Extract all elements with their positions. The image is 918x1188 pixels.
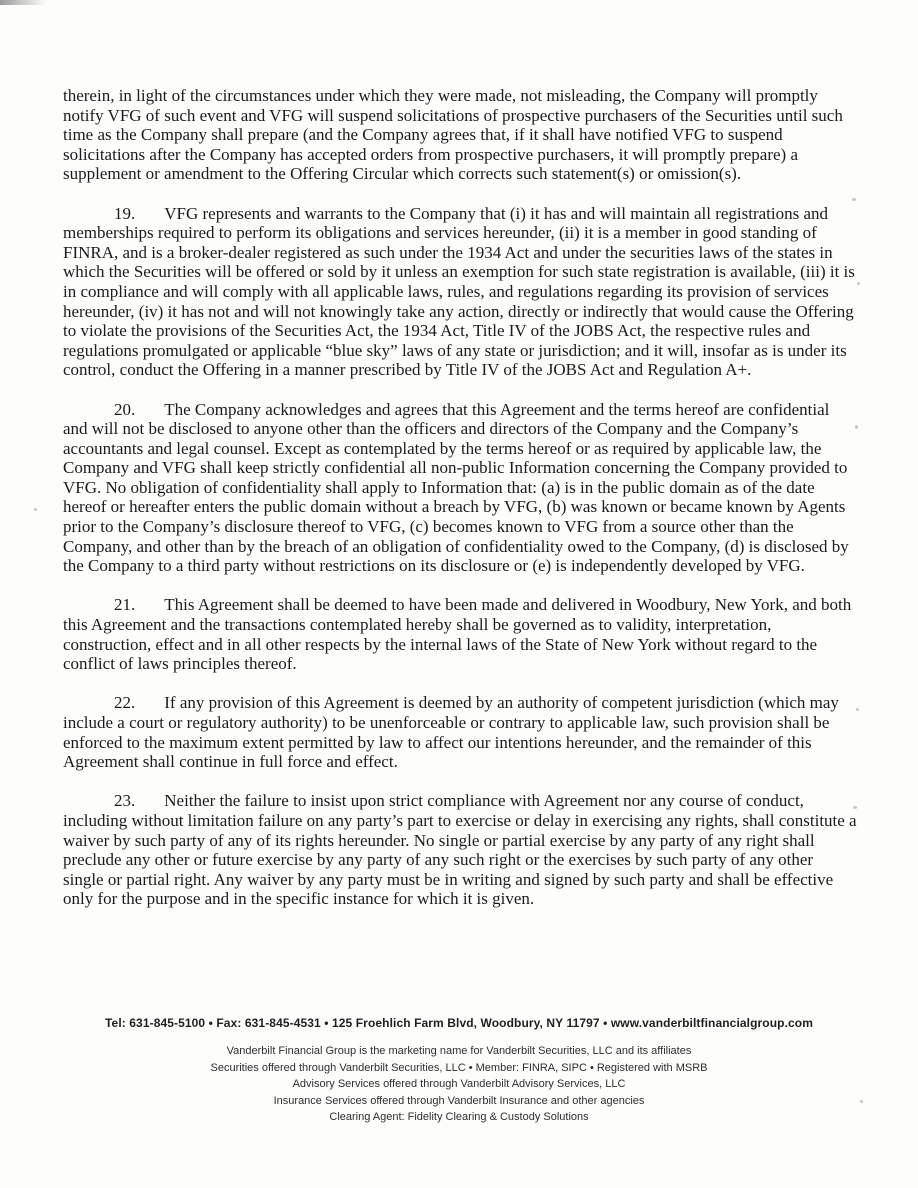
- scan-speckle: [856, 708, 859, 711]
- footer-disclaimer-line: Advisory Services offered through Vanderbilt Advisory Services, LLC: [292, 1078, 626, 1090]
- scan-speckle: [857, 282, 860, 285]
- paragraph-21-text: This Agreement shall be deemed to have been made and delivered in Woodbury, New York, and both this Agreement and the transactions contemplated hereby shall be governed as to validity, interpretation, construction, effect and in all other respects by the internal laws of the State of New York without regard to the conflict of laws principles thereof.: [63, 595, 852, 674]
- scan-speckle: [855, 425, 858, 429]
- paragraph-23-text: Neither the failure to insist upon strict compliance with Agreement nor any course of conduct, including without limitation failure on any party’s part to exercise or delay in exercising any rights, shall constitute a waiver by such party of any of its rights hereunder. No single or partial exercise by any party of any right shall preclude any other or future exercise by any party of any such right or the exercises by such party of any other single or partial right. Any waiver by any party must be in writing and signed by such party and shall be effective only for the purpose and in the specific instance for which it is given.: [63, 791, 857, 909]
- scan-speckle: [860, 1100, 863, 1103]
- paragraph-19: [63, 204, 857, 380]
- footer-contact-line: Tel: 631-845-5100 • Fax: 631-845-4531 • 125 Froehlich Farm Blvd, Woodbury, NY 11797 • www.vanderbiltfinancialgroup.com: [105, 1016, 813, 1030]
- paragraph-continuation: therein, in light of the circumstances under which they were made, not misleading, the Company will promptly notify VFG of such event and VFG will suspend solicitations of prospective purchasers of the Securities until such time as the Company shall prepare (and the Company agrees that, if it shall have notified VFG to suspend solicitations after the Company has accepted orders from prospective purchasers, it will promptly prepare) a supplement or amendment to the Offering Circular which corrects such statement(s) or omission(s).: [63, 86, 843, 184]
- footer-disclaimer-line: Vanderbilt Financial Group is the marketing name for Vanderbilt Securities, LLC and its affiliates: [226, 1045, 692, 1057]
- page-footer: [0, 1016, 918, 1126]
- footer-disclaimers: [0, 1043, 918, 1126]
- agreement-body: [63, 86, 857, 909]
- paragraph-22: [63, 693, 857, 771]
- paragraph-20-text: The Company acknowledges and agrees that this Agreement and the terms hereof are confidential and will not be disclosed to anyone other than the officers and directors of the Company and the Company’s accountants and legal counsel. Except as contemplated by the terms hereof or as required by applicable law, the Company and VFG shall keep strictly confidential all non-public Information concerning the Company provided to VFG. No obligation of confidentiality shall apply to Information that: (a) is in the public domain as of the date hereof or hereafter enters the public domain without a breach by VFG, (b) was known or became known by Agents prior to the Company’s disclosure thereof to VFG, (c) becomes known to VFG from a source other than the Company, and other than by the breach of an obligation of confidentiality owed to the Company, (d) is disclosed by the Company to a third party without restrictions on its disclosure or (e) is independently developed by VFG.: [63, 399, 849, 576]
- scan-speckle: [852, 198, 856, 201]
- paragraph-23-number: 23.: [114, 791, 136, 811]
- footer-disclaimer-line: Securities offered through Vanderbilt Securities, LLC • Member: FINRA, SIPC • Registered with MSRB: [210, 1061, 708, 1074]
- paragraph-22-number: 22.: [114, 693, 136, 713]
- paragraph-19-number: 19.: [114, 203, 136, 223]
- footer-disclaimer-line: Insurance Services offered through Vanderbilt Insurance and other agencies: [273, 1094, 645, 1107]
- scan-edge-smudge: [0, 0, 46, 5]
- footer-disclaimer-line: Clearing Agent: Fidelity Clearing & Custody Solutions: [329, 1111, 589, 1123]
- paragraph-20-number: 20.: [114, 399, 136, 419]
- paragraph-21-number: 21.: [114, 595, 136, 615]
- paragraph-19-text: VFG represents and warrants to the Company that (i) it has and will maintain all registrations and memberships required to perform its obligations and services hereunder, (ii) it is a member in good standing of FINRA, and is a broker-dealer registered as such under the 1934 Act and under the securities laws of the states in which the Securities will be offered or sold by it unless an exemption for such state registration is available, (iii) it is in compliance and will comply with all applicable laws, rules, and regulations regarding its provision of services hereunder, (iv) it has not and will not knowingly take any action, directly or indirectly that would cause the Offering to violate the provisions of the Securities Act, the 1934 Act, Title IV of the JOBS Act, the respective rules and regulations promulgated or applicable “blue sky” laws of any state or jurisdiction; and it will, insofar as is under its control, conduct the Offering in a manner prescribed by Title IV of the JOBS Act and Regulation A+.: [63, 203, 855, 380]
- paragraph-21: [63, 595, 857, 673]
- paragraph-20: [63, 400, 857, 576]
- paragraph-22-text: If any provision of this Agreement is deemed by an authority of competent jurisdiction (which may include a court or regulatory authority) to be unenforceable or contrary to applicable law, such provision shall be enforced to the maximum extent permitted by law to affect our intentions hereunder, and the remainder of this Agreement shall continue in full force and effect.: [63, 693, 839, 772]
- scan-speckle: [34, 508, 37, 511]
- scan-speckle: [853, 806, 857, 809]
- paragraph-23: [63, 791, 857, 909]
